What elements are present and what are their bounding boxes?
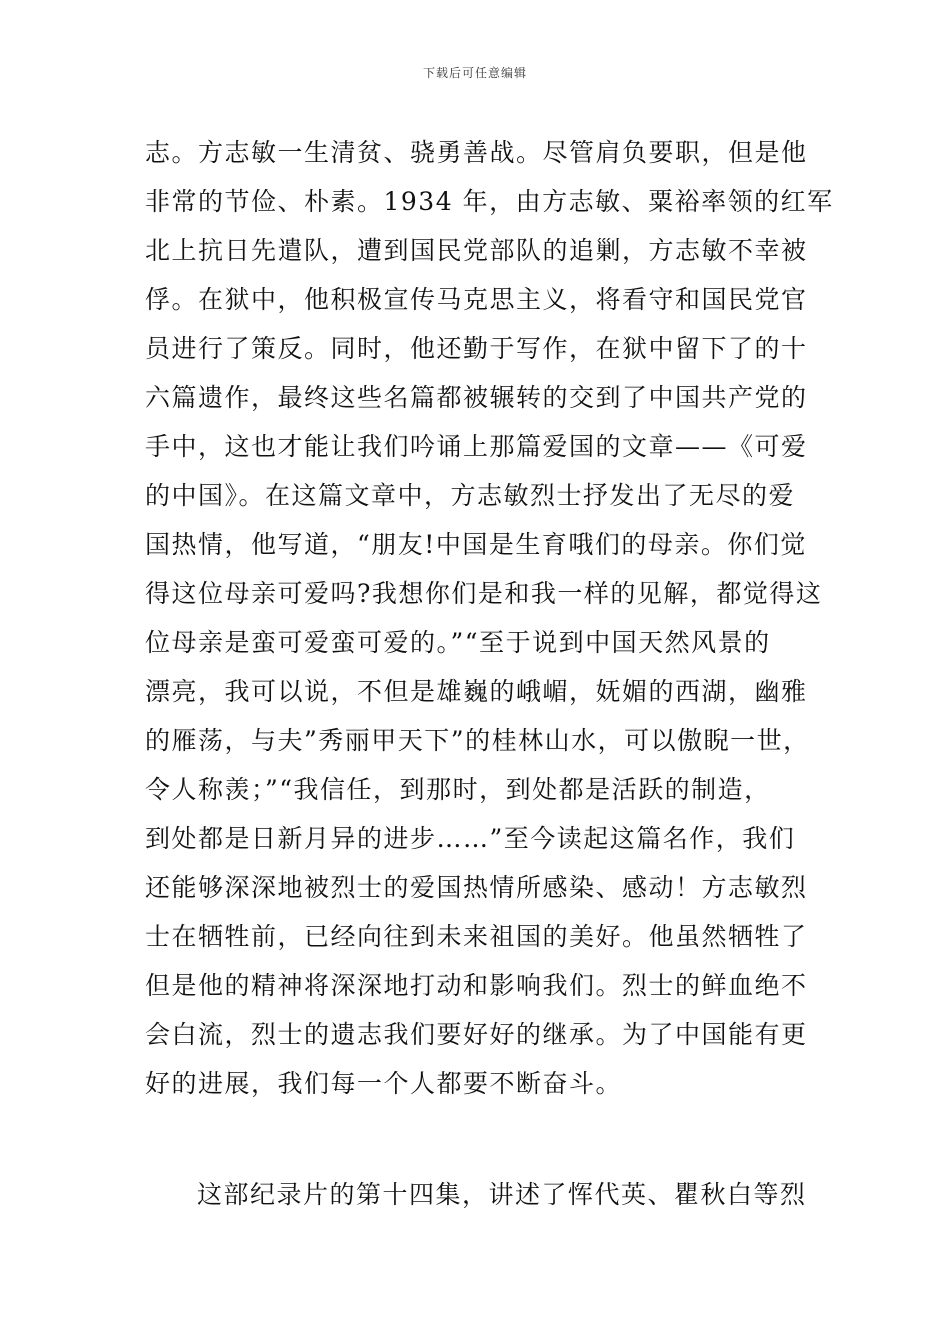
text-line: 六篇遗作，最终这些名篇都被辗转的交到了中国共产党的 xyxy=(145,383,808,412)
text-line: 士在牺牲前，已经向往到未来祖国的美好。他虽然牺牲了 xyxy=(145,922,808,951)
text-line: 员进行了策反。同时，他还勤于写作，在狱中留下了的十 xyxy=(145,334,808,363)
text-line: 非常的节俭、朴素。1934 年，由方志敏、粟裕率领的红军 xyxy=(145,187,834,216)
text-line: 令人称羡；”“我信任，到那时，到处都是活跃的制造， xyxy=(145,775,771,804)
text-line: 北上抗日先遣队，遭到国民党部队的追剿，方志敏不幸被 xyxy=(145,236,808,265)
text-line: 得这位母亲可爱吗?我想你们是和我一样的见解，都觉得这 xyxy=(145,579,823,608)
text-line: 俘。在狱中，他积极宣传马克思主义，将看守和国民党官 xyxy=(145,285,808,314)
text-line: 志。方志敏一生清贫、骁勇善战。尽管肩负要职，但是他 xyxy=(145,138,808,167)
text-line: 会白流，烈士的遗志我们要好好的继承。为了中国能有更 xyxy=(145,1020,808,1049)
text-line: 位母亲是蛮可爱蛮可爱的。”“至于说到中国天然风景的 xyxy=(145,628,771,657)
text-line: 到处都是日新月异的进步……”至今读起这篇名作，我们 xyxy=(145,824,796,853)
paragraph-1 xyxy=(145,128,835,1108)
paragraph-2 xyxy=(145,1170,835,1219)
text-line: 还能够深深地被烈士的爱国热情所感染、感动！方志敏烈 xyxy=(145,873,808,902)
text-line: 的中国》。在这篇文章中，方志敏烈士抒发出了无尽的爱 xyxy=(145,481,796,510)
text-line: 的雁荡，与夫”秀丽甲天下”的桂林山水，可以傲睨一世， xyxy=(145,726,810,755)
text-line: 好的进展，我们每一个人都要不断奋斗。 xyxy=(145,1069,623,1098)
text-line: 这部纪录片的第十四集，讲述了恽代英、瞿秋白等烈 xyxy=(197,1180,807,1209)
text-line: 国热情，他写道，“朋友!中国是生育哦们的母亲。你们觉 xyxy=(145,530,807,559)
text-line: 但是他的精神将深深地打动和影响我们。烈士的鲜血绝不 xyxy=(145,971,808,1000)
header-note: 下载后可任意编辑 xyxy=(422,66,527,80)
text-line: 漂亮，我可以说，不但是雄巍的峨嵋，妩媚的西湖，幽雅 xyxy=(145,677,808,706)
text-line: 手中，这也才能让我们吟诵上那篇爱国的文章——《可爱 xyxy=(145,432,808,461)
